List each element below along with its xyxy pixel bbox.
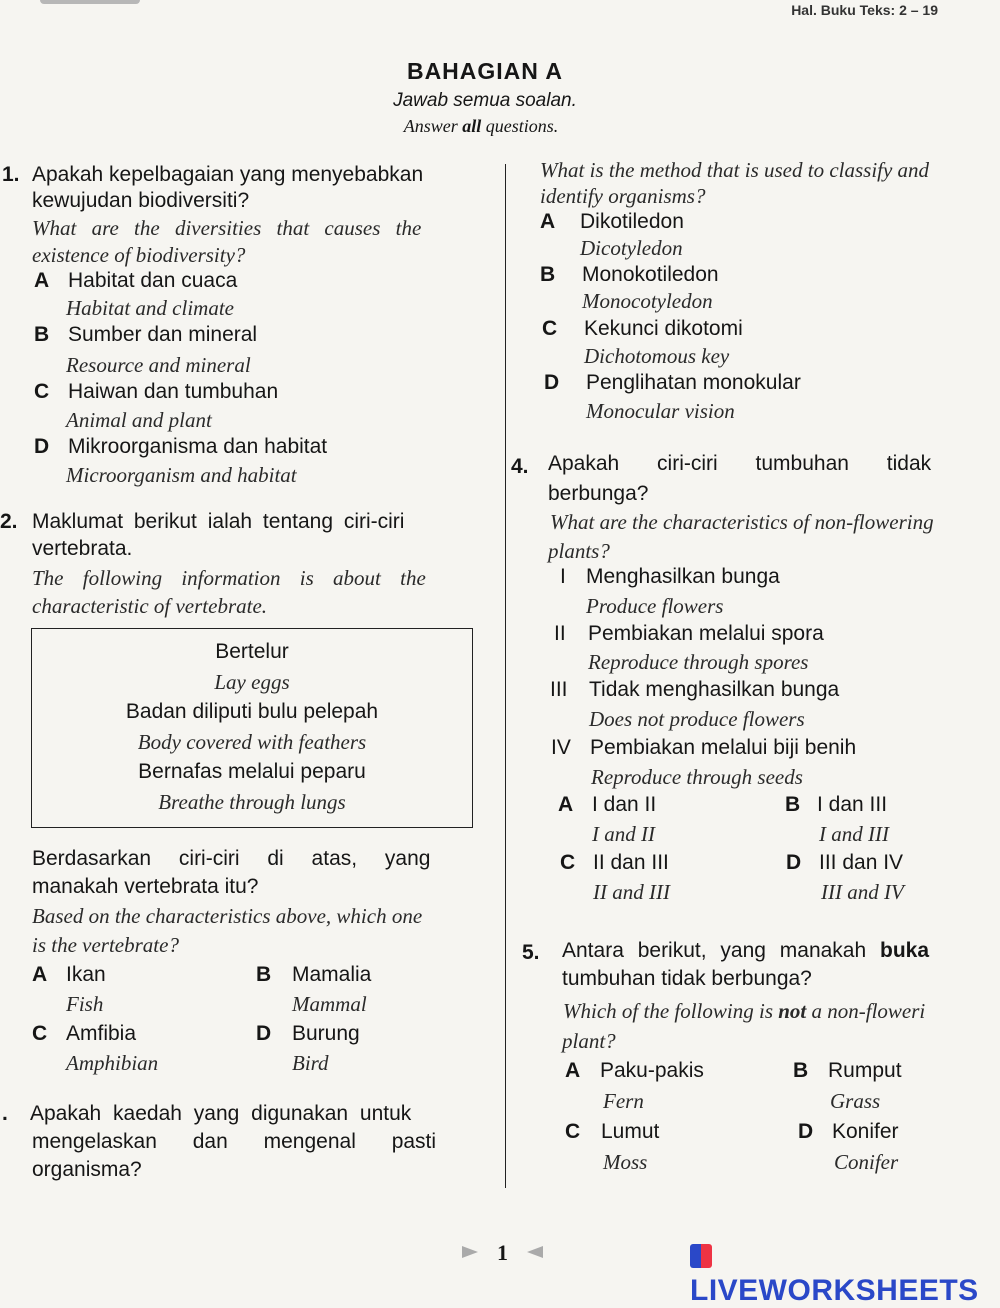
question-text-en: What are the diversities that causes the bbox=[32, 216, 422, 240]
option-text-en: Dicotyledon bbox=[580, 236, 683, 260]
option-text-ms[interactable]: III dan IV bbox=[819, 851, 904, 874]
option-letter[interactable]: D bbox=[798, 1120, 814, 1143]
option-text-en: Habitat and climate bbox=[66, 296, 234, 320]
statement-ms: Tidak menghasilkan bunga bbox=[589, 678, 840, 701]
question-text-ms: Apakah kepelbagaian yang menyebabkan bbox=[32, 163, 424, 186]
option-text-en: Animal and plant bbox=[66, 408, 212, 432]
question-text-en: What is the method that is used to classify and bbox=[540, 158, 930, 182]
option-letter[interactable]: D bbox=[786, 851, 802, 874]
option-text-en: II and III bbox=[593, 880, 670, 904]
option-text-ms[interactable]: Mikroorganisma dan habitat bbox=[68, 435, 328, 458]
characteristics-box bbox=[31, 628, 473, 828]
option-text-ms[interactable]: Ikan bbox=[66, 963, 106, 986]
option-text-ms[interactable]: Mamalia bbox=[292, 963, 372, 986]
statement-en: Produce flowers bbox=[586, 594, 724, 618]
option-letter[interactable]: B bbox=[256, 963, 272, 986]
statement-roman: I bbox=[560, 565, 566, 588]
option-letter[interactable]: B bbox=[793, 1059, 809, 1082]
question-text-en: plants? bbox=[548, 539, 610, 563]
option-text-en: Monocotyledon bbox=[582, 289, 713, 313]
question-stem-en: is the vertebrate? bbox=[32, 933, 179, 957]
binding-mark bbox=[40, 0, 140, 4]
statement-en: Does not produce flowers bbox=[589, 707, 805, 731]
question-text-ms: Maklumat berikut ialah tentang ciri-ciri bbox=[32, 510, 405, 533]
statement-roman: IV bbox=[551, 736, 571, 759]
option-letter[interactable]: A bbox=[558, 793, 574, 816]
option-letter[interactable]: A bbox=[540, 210, 556, 233]
box-item-en: Breathe through lungs bbox=[158, 790, 346, 814]
option-letter[interactable]: B bbox=[785, 793, 801, 816]
textbook-page-ref: Hal. Buku Teks: 2 – 19 bbox=[791, 2, 938, 18]
question-text-ms: tumbuhan tidak berbunga? bbox=[562, 967, 812, 990]
box-item-ms: Badan diliputi bulu pelepah bbox=[125, 700, 379, 723]
option-text-ms[interactable]: I dan II bbox=[592, 793, 657, 816]
option-text-ms[interactable]: Habitat dan cuaca bbox=[68, 269, 238, 292]
option-letter[interactable]: D bbox=[544, 371, 560, 394]
question-text-ms: organisma? bbox=[32, 1158, 142, 1181]
option-text-ms[interactable]: Rumput bbox=[828, 1059, 902, 1082]
question-text-ms: Apakah ciri-ciri tumbuhan tidak bbox=[548, 452, 932, 475]
option-text-ms[interactable]: Lumut bbox=[601, 1120, 660, 1143]
option-text-en: Fish bbox=[66, 992, 104, 1016]
option-text-en: I and III bbox=[819, 822, 889, 846]
question-text-ms: Antara berikut, yang manakah buka bbox=[562, 939, 930, 962]
option-text-ms[interactable]: Amfibia bbox=[66, 1022, 137, 1045]
question-text-ms: Apakah kaedah yang digunakan untuk bbox=[30, 1102, 412, 1125]
option-text-ms[interactable]: Kekunci dikotomi bbox=[584, 317, 743, 340]
question-number: 5. bbox=[522, 941, 540, 964]
option-text-en: Monocular vision bbox=[586, 399, 735, 423]
section-title: BAHAGIAN A bbox=[406, 58, 564, 84]
liveworksheets-logo[interactable]: LIVEWORKSHEETS bbox=[690, 1240, 1000, 1308]
box-item-ms: Bernafas melalui peparu bbox=[138, 760, 366, 783]
option-text-ms[interactable]: II dan III bbox=[593, 851, 669, 874]
statement-roman: III bbox=[550, 678, 568, 701]
page-marker-right-icon bbox=[462, 1246, 478, 1258]
option-letter[interactable]: B bbox=[540, 263, 556, 286]
option-text-en: Dichotomous key bbox=[584, 344, 730, 368]
question-stem-en: Based on the characteristics above, which one bbox=[32, 904, 423, 928]
option-letter[interactable]: C bbox=[565, 1120, 581, 1143]
statement-ms: Pembiakan melalui spora bbox=[588, 622, 824, 645]
question-number: . bbox=[2, 1102, 8, 1125]
option-text-en: Conifer bbox=[834, 1150, 899, 1174]
option-text-en: Microorganism and habitat bbox=[66, 463, 297, 487]
question-text-en: identify organisms? bbox=[540, 184, 706, 208]
brand-icon bbox=[690, 1244, 712, 1268]
option-text-en: Moss bbox=[603, 1150, 648, 1174]
question-number: 4. bbox=[511, 455, 529, 478]
question-text-en: existence of biodiversity? bbox=[32, 243, 246, 267]
column-divider bbox=[505, 164, 506, 1188]
option-text-en: Mammal bbox=[292, 992, 367, 1016]
box-item-en: Body covered with feathers bbox=[137, 730, 367, 754]
option-text-ms[interactable]: Paku-pakis bbox=[600, 1059, 704, 1082]
question-text-ms: vertebrata. bbox=[32, 537, 133, 560]
statement-ms: Pembiakan melalui biji benih bbox=[590, 736, 857, 759]
question-text-en: characteristic of vertebrate. bbox=[32, 594, 268, 618]
question-text-ms: berbunga? bbox=[548, 482, 649, 505]
statement-en: Reproduce through spores bbox=[588, 650, 809, 674]
question-text-en: plant? bbox=[562, 1029, 616, 1053]
option-text-ms[interactable]: Burung bbox=[292, 1022, 360, 1045]
option-text-ms[interactable]: Sumber dan mineral bbox=[68, 323, 258, 346]
question-number: 2. bbox=[0, 510, 18, 533]
option-text-en: Fern bbox=[603, 1089, 644, 1113]
option-letter[interactable]: A bbox=[565, 1059, 581, 1082]
question-text-en: The following information is about the bbox=[32, 566, 426, 590]
question-stem-ms: Berdasarkan ciri-ciri di atas, yang bbox=[32, 847, 431, 870]
option-text-en: III and IV bbox=[821, 880, 904, 904]
question-text-en: What are the characteristics of non-flowering bbox=[550, 510, 934, 534]
option-letter[interactable]: C bbox=[542, 317, 558, 340]
option-letter[interactable]: C bbox=[34, 380, 50, 403]
question-number: 1. bbox=[2, 163, 20, 186]
option-text-ms[interactable]: Monokotiledon bbox=[582, 263, 719, 286]
statement-en: Reproduce through seeds bbox=[591, 765, 803, 789]
option-letter[interactable]: B bbox=[34, 323, 50, 346]
option-text-ms[interactable]: Dikotiledon bbox=[580, 210, 684, 233]
option-letter[interactable]: A bbox=[34, 269, 50, 292]
page-number: 1 bbox=[497, 1240, 508, 1265]
option-text-en: I and II bbox=[592, 822, 655, 846]
statement-ms: Menghasilkan bunga bbox=[586, 565, 780, 588]
box-item-en: Lay eggs bbox=[214, 670, 290, 694]
box-item-ms: Bertelur bbox=[215, 640, 289, 663]
question-text-en: Which of the following is not a non-floweri bbox=[563, 999, 926, 1023]
instruction-english: Answer all questions. bbox=[403, 116, 559, 136]
option-letter[interactable]: D bbox=[256, 1022, 272, 1045]
statement-roman: II bbox=[554, 622, 566, 645]
question-stem-ms: manakah vertebrata itu? bbox=[32, 875, 259, 898]
question-text-ms: mengelaskan dan mengenal pasti bbox=[32, 1130, 437, 1153]
option-letter[interactable]: D bbox=[34, 435, 50, 458]
option-letter[interactable]: C bbox=[560, 851, 576, 874]
option-text-en: Resource and mineral bbox=[66, 353, 251, 377]
option-text-ms[interactable]: I dan III bbox=[817, 793, 888, 816]
option-text-ms[interactable]: Penglihatan monokular bbox=[586, 371, 801, 394]
option-letter[interactable]: A bbox=[32, 963, 48, 986]
instruction-malay: Jawab semua soalan. bbox=[393, 90, 577, 111]
option-text-ms[interactable]: Haiwan dan tumbuhan bbox=[68, 380, 279, 403]
option-text-ms[interactable]: Konifer bbox=[832, 1120, 899, 1143]
option-text-en: Bird bbox=[292, 1051, 329, 1075]
option-text-en: Amphibian bbox=[66, 1051, 159, 1075]
option-letter[interactable]: C bbox=[32, 1022, 48, 1045]
option-text-en: Grass bbox=[830, 1089, 881, 1113]
page-marker-left-icon bbox=[527, 1246, 543, 1258]
question-text-ms: kewujudan biodiversiti? bbox=[32, 189, 250, 212]
